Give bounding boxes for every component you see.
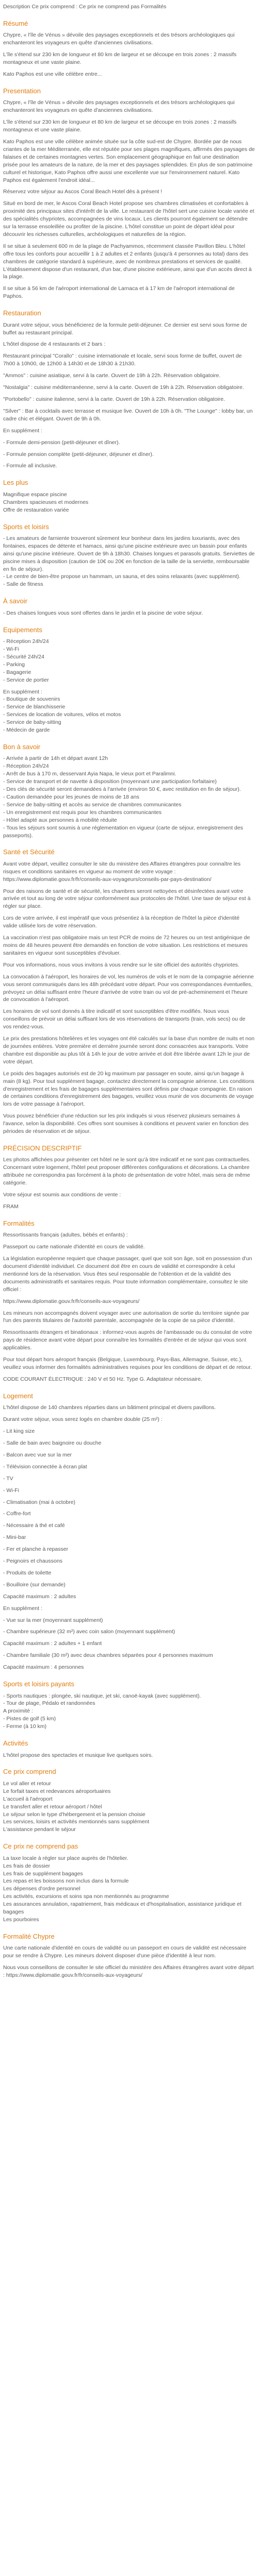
section-16 — [3, 1739, 255, 1759]
section-line: - Service de baby-sitting — [3, 719, 61, 726]
section-line: - Caution demandée pour les jeunes de moins de 18 ans — [3, 793, 139, 800]
section-paragraph: La vaccination n'est pas obligatoire mais un test PCR de moins de 72 heures ou un test antigénique de moins de 48 heures peuvent être demandés en fonction de votre situation. Les restrictions et mesures sanitaires en vigueur sont susceptibles d'évoluer. — [3, 935, 250, 956]
section-line: Les pourboires — [3, 1916, 39, 1923]
section-8 — [3, 742, 255, 839]
section-line: Les dépenses d'ordre personnel — [3, 1886, 80, 1892]
section-line: - Arrivée à partir de 14h et départ avant 12h — [3, 755, 108, 762]
section-line: Les activités, excursions et soins spa non mentionnés au programme — [3, 1893, 169, 1900]
section-heading: Sports et loisirs payants — [3, 1680, 75, 1688]
section-line: - Wi-Fi — [3, 646, 19, 653]
section-paragraph: - Chambre familiale (30 m²) avec deux chambres séparées pour 4 personnes maximum — [3, 1652, 213, 1659]
section-heading: À savoir — [3, 597, 27, 605]
section-3 — [3, 478, 255, 514]
section-paragraph: Capacité maximum : 4 personnes — [3, 1664, 84, 1671]
section-paragraph: Pour des raisons de santé et de sécurité, les chambres seront nettoyées et désinfectées avant votre arrivée et tout au long de votre séjour conformément aux protocoles de l'hôtel. Une taxe de séjour est à régler sur place. — [3, 888, 251, 910]
section-line: - Des chaises longues vous sont offertes dans le jardin et la piscine de votre séjour. — [3, 609, 203, 616]
section-heading: Résumé — [3, 19, 28, 27]
section-line: - Médecin de garde — [3, 727, 50, 734]
section-18 — [3, 1842, 255, 1924]
section-line: - Pistes de golf (5 km) — [3, 1716, 56, 1722]
section-line-list — [3, 491, 255, 514]
section-2 — [3, 309, 255, 470]
section-paragraph: L'hôtel dispose de 4 restaurants et 2 bars : — [3, 341, 106, 348]
section-line-list — [3, 535, 255, 588]
section-line: La taxe locale à régler sur place auprès de l'hôtelier. — [3, 1855, 128, 1861]
section-paragraph: Ressortissants français (adultes, bébés et enfants) : — [3, 1232, 128, 1239]
section-paragraph: Nous vous conseillons de consulter le site officiel du ministère des Affaires étrangères avant votre départ : https://www.diplomatie.gouv.fr/fr/conseils-aux-voyageurs/ — [3, 1964, 254, 1979]
section-paragraph: Il se situe à seulement 600 m de la plage de Pachyammos, récemment classée Pavillon Bleu. L'hôtel offre tous les conforts pour accueillir 1 à 2 adultes et 2 enfants (jusqu'à 4 personnes au total) dans des chambres de catégorie standard à supérieure, avec de nombreux prestations et services de qualité. L'établissement dispose d'un restaurant, d'un bar, d'une piscine extérieure, ainsi que d'un accès direct à la plage. — [3, 243, 252, 280]
section-line: Chambres spacieuses et modernes — [3, 499, 89, 505]
section-line: A proximité : — [3, 1708, 33, 1715]
section-paragraph: Le poids des bagages autorisés est de 20 kg maximum par passager en soute, ainsi qu'un bagage à main (8 kg). Pour tout supplément bagage, contactez directement la compagnie aérienne. Les conditions d'enregistrement et les frais de bagages supplémentaires sont définis par chaque compagnie. En raison de certaines conditions d'enregistrement des bagages, veuillez vous munir de vos documents de voyage lors de votre passage à l'aéroport. — [3, 1070, 254, 1108]
section-paragraph: Ressortissants étrangers et binationaux : informez-vous auprès de l'ambassade ou du consulat de votre pays de résidence avant votre départ pour connaître les formalités d'entrée et de séjour qui vous sont applicables. — [3, 1329, 252, 1351]
section-11 — [3, 1144, 255, 1211]
section-heading: Santé et Sécurité — [3, 848, 55, 856]
section-line: En supplément : — [3, 688, 42, 695]
section-line: - Service de portier — [3, 676, 49, 683]
section-heading: Activités — [3, 1739, 28, 1748]
section-paragraph: https://www.diplomatie.gouv.fr/fr/conseils-aux-voyageurs/ — [3, 1298, 140, 1304]
section-line: Les frais de dossier — [3, 1862, 51, 1869]
section-paragraph: Les horaires de vol sont donnés à titre indicatif et sont susceptibles d'être modifiés. Nous vous conseillons de prévoir un délai suffisant lors de vos réservations de transports (train, vols secs) ou de vos rendez-vous. — [3, 1008, 246, 1030]
section-paragraph: "Portobello" : cuisine italienne, servi à la carte. Ouvert de 19h à 22h. Réservation obligatoire. — [3, 396, 225, 402]
section-line-list — [3, 755, 255, 839]
section-line: Les repas et les boissons non inclus dans la formule — [3, 1878, 129, 1885]
section-paragraph: - Bouilloire (sur demande) — [3, 1581, 66, 1588]
section-line: Les frais de supplément bagages — [3, 1870, 83, 1877]
section-9 — [3, 848, 255, 969]
section-paragraph: En supplément : — [3, 427, 42, 434]
section-13 — [3, 1376, 255, 1383]
section-paragraph: La législation européenne requiert que chaque passager, quel que soit son âge, soit en possession d'un document d'identité individuel. Ce document doit être en cours de validité et correspondre à celui mentionné lors de la réservation. Vous êtes seul responsable de l'obtention et de la validité des documents administratifs et sanitaires requis. Pour toute information complémentaire, consultez le site officiel : — [3, 1256, 252, 1293]
section-12 — [3, 1219, 255, 1371]
section-paragraph: Passeport ou carte nationale d'identité en cours de validité. — [3, 1244, 145, 1250]
section-paragraph: - Wi-Fi — [3, 1487, 19, 1494]
section-heading: Restauration — [3, 309, 41, 317]
section-line: - Services de location de voitures, vélos et motos — [3, 711, 121, 718]
section-paragraph: Réservez votre séjour au Ascos Coral Beach Hotel dès à présent ! — [3, 189, 163, 195]
section-paragraph: - Vue sur la mer (moyennant supplément) — [3, 1617, 103, 1623]
section-paragraph: - Salle de bain avec baignoire ou douche — [3, 1439, 102, 1446]
section-paragraph: Kato Paphos est une ville célèbre entre... — [3, 71, 102, 77]
section-paragraph: Vous pouvez bénéficier d'une réduction sur les prix indiqués si vous réservez plusieurs semaines à l'avance, selon la disponibilité. Ces offres sont soumises à conditions et peuvent varier en fonction des périodes de réservation et de séjour. — [3, 1113, 249, 1135]
section-line: - Sécurité 24h/24 — [3, 653, 44, 660]
section-paragraph: - Climatisation (mai à octobre) — [3, 1499, 76, 1505]
section-paragraph: Situé en bord de mer, le Ascos Coral Beach Hotel propose ses chambres climatisées et confortables à proximité des principaux sites d'intérêt de la ville. Le restaurant de l'hôtel sert une cuisine locale variée et des spécialités chypriotes, accompagnées de vins locaux. Les clients pourront également se détendre sur la terrasse ensoleillée ou profiter de la piscine. L'hôtel constitue un point de départ idéal pour découvrir les richesses culturelles, archéologiques et naturelles de la région. — [3, 200, 254, 238]
section-paragraph: - Nécessaire à thé et café — [3, 1522, 65, 1529]
section-paragraph: - Formule all inclusive. — [3, 463, 57, 469]
section-line: Les assurances annulation, rapatriement, frais médicaux et d'hospitalisation, assistance juridique et bagages — [3, 1901, 241, 1916]
section-paragraph: Le prix des prestations hôtelières et les voyages ont été calculés sur la base d'un nombre de nuits et non de journées entières. Votre première et dernière journée seront donc consacrées aux transports. Votre chambre est disponible au plus tôt à 14h le jour de votre arrivée et doit être libérée avant 12h le jour de votre départ. — [3, 1036, 255, 1065]
section-paragraph: Les mineurs non accompagnés doivent voyager avec une autorisation de sortie du territoire signée par l'un des parents titulaires de l'autorité parentale, accompagnée de la copie de sa pièce d'identité. — [3, 1310, 249, 1324]
section-line-list — [3, 1780, 255, 1834]
section-paragraph: - Balcon avec vue sur la mer — [3, 1451, 72, 1458]
section-paragraph: "Ammos" : cuisine asiatique, servi à la carte. Ouvert de 19h à 22h. Réservation obligatoire. — [3, 372, 221, 379]
section-paragraph: Votre séjour est soumis aux conditions de vente : — [3, 1192, 121, 1198]
section-paragraph: - Chambre supérieure (32 m²) avec coin salon (moyennant supplément) — [3, 1629, 175, 1635]
section-paragraph: L'hôtel propose des spectacles et musique live quelques soirs. — [3, 1752, 153, 1758]
section-paragraph: - Mini-bar — [3, 1534, 26, 1541]
section-paragraph: - Fer et planche à repasser — [3, 1546, 69, 1553]
section-paragraph: Une carte nationale d'identité en cours de validité ou un passeport en cours de validité est nécessaire pour se rendre à Chypre. Les mineurs doivent disposer d'une pièce d'identité à leur nom. — [3, 1945, 247, 1959]
section-line: - Salle de fitness — [3, 581, 43, 588]
section-paragraph: - Produits de toilette — [3, 1569, 52, 1576]
section-paragraph: Restaurant principal "Corallo" : cuisine internationale et locale, servi sous forme de buffet, ouvert de 7h00 à 10h00, de 12h00 à 14h30 et de 18h30 à 21h30. — [3, 353, 242, 367]
section-line: Offre de restauration variée — [3, 506, 69, 513]
section-heading: Equipements — [3, 625, 42, 634]
section-paragraph: - Coffre-fort — [3, 1511, 31, 1517]
section-line-list — [3, 638, 255, 684]
section-paragraph: L'hôtel dispose de 140 chambres réparties dans un bâtiment principal et divers pavillons. — [3, 1404, 216, 1411]
section-paragraph: L'île s'étend sur 230 km de longueur et 80 km de largeur et se découpe en trois zones : 2 massifs montagneux et une vaste plaine. — [3, 52, 237, 66]
section-heading: PRÉCISION DESCRIPTIF — [3, 1144, 82, 1152]
section-paragraph: Les photos affichées pour présenter cet hôtel ne le sont qu'à titre indicatif et ne sont pas contractuelles. Concernant votre logement, l'hôtel peut proposer différentes configurations et décorations. La chambre attribuée ne correspondra pas forcément à la photo de présentation de votre hôtel, mais sera de même catégorie. — [3, 1157, 251, 1187]
section-paragraph: Lors de votre arrivée, il est impératif que vous présentiez à la réception de l'hôtel la pièce d'identité valide utilisée lors de votre réservation. — [3, 915, 240, 929]
section-line: - Arrêt de bus à 170 m, desservant Ayia Napa, le vieux port et Paralimni. — [3, 771, 176, 777]
section-19 — [3, 1932, 255, 1979]
section-heading: Formalités — [3, 1219, 35, 1227]
section-paragraph: FRAM — [3, 1203, 19, 1210]
section-paragraph: Kato Paphos est une ville célèbre animée située sur la côte sud-est de Chypre. Bordée par de nous criantes de la mer Méditerranée, elle est réputée pour ses plages magnifiques, affirmés des paysages de falaises et de certaines montagnes vertes. Son emplacement géographique en fait une destination prisée pour les amateurs de la nature, de la mer et des paysages splendides. En plus de son patrimoine culturel et historique, Kato Paphos offre aussi une excellente vue sur l'environnement naturel. Kato Paphos est également l'endroit idéal... — [3, 138, 255, 183]
section-line-list — [3, 609, 255, 617]
section-heading: Les plus — [3, 479, 28, 487]
section-paragraph: La convocation à l'aéroport, les horaires de vol, les numéros de vols et le nom de la compagnie aérienne vous seront communiqués dans les 48h précédant votre départ. Pour vos correspondances éventuelles, prévoyez un délai suffisant entre l'heure d'arrivée de votre train ou vol de pré-acheminement et l'heure de convocation à l'aéroport. — [3, 973, 254, 1003]
section-heading: Presentation — [3, 87, 41, 95]
section-line: - Des clés de sécurité seront demandées à l'arrivée (environ 50 €, avec restitution en fin de séjour). — [3, 786, 241, 793]
section-line: - Réception 24h/24 — [3, 763, 49, 770]
section-1 — [3, 87, 255, 300]
section-line-list — [3, 1692, 255, 1731]
section-paragraph: "Nostalgia" : cuisine méditerranéenne, servi à la carte. Ouvert de 19h à 22h. Réservation obligatoire. — [3, 384, 244, 391]
section-heading: Logement — [3, 1392, 33, 1400]
section-paragraph: - Télévision connectée à écran plat — [3, 1463, 87, 1470]
section-paragraph: Durant votre séjour, vous serez logés en chambre double (25 m²) : — [3, 1416, 163, 1423]
section-4 — [3, 522, 255, 589]
section-line: Magnifique espace piscine — [3, 491, 67, 498]
section-paragraph: Durant votre séjour, vous bénéficierez de la formule petit-déjeuner. Ce dernier est servi sous forme de buffet au restaurant principal. — [3, 321, 247, 336]
section-paragraph: - Lit king size — [3, 1428, 35, 1435]
section-line: - Hôtel adapté aux personnes à mobilité réduite — [3, 817, 117, 823]
intro-tabs-text: Description Ce prix comprend : Ce prix ne comprend pas Formalités — [3, 4, 167, 10]
section-17 — [3, 1767, 255, 1834]
section-line: - Bagagerie — [3, 669, 31, 675]
section-paragraph: CODE COURANT ÉLECTRIQUE : 240 V et 50 Hz. Type G. Adaptateur nécessaire. — [3, 1376, 202, 1382]
section-line: L'assistance pendant le séjour — [3, 1826, 76, 1833]
section-6 — [3, 625, 255, 684]
section-line: - Réception 24h/24 — [3, 638, 49, 645]
section-heading: Bon à savoir — [3, 742, 41, 751]
section-line: - Service de blanchisserie — [3, 704, 66, 710]
sections-container — [3, 19, 255, 1979]
section-line: Le transfert aller et retour aéroport / hôtel — [3, 1803, 102, 1810]
section-paragraph: Capacité maximum : 2 adultes + 1 enfant — [3, 1640, 102, 1647]
section-line: - Les amateurs de farniente trouveront sûrement leur bonheur dans les jardins luxuriants, avec des fontaines, espaces de détente et hamacs, ainsi qu'une piscine extérieure avec un bassin pour enfants ainsi qu'une piscine intérieure. Ouvert de 9h à 18h30. Chaises longues et parasols gratuits. Serviettes de piscine mises à disposition (caution de 10€ ou 20€ en fonction de la taille de la serviette, remboursable en fin de séjour). — [3, 535, 255, 572]
section-line: - Tour de plage, Pédalo et randonnées — [3, 1700, 95, 1707]
section-paragraph: - Peignoirs et chaussons — [3, 1558, 62, 1565]
section-line: - Un enregistrement est requis pour les chambres communicantes — [3, 809, 162, 816]
section-line-list — [3, 1855, 255, 1924]
section-paragraph: Avant votre départ, veuillez consulter le site du ministère des Affaires étrangères pour connaître les risques et conditions sanitaires en vigueur au moment de votre voyage : https://www.diplomatie.gouv.fr/fr/conseils-aux-voyageurs/conseils-par-pays-destination/ — [3, 860, 241, 883]
section-line: - Service de transport et de navette à disposition (moyennant une participation forfaitaire) — [3, 778, 217, 785]
section-15 — [3, 1680, 255, 1731]
section-paragraph: Capacité maximum : 2 adultes — [3, 1593, 76, 1600]
section-paragraph: En supplément : — [3, 1605, 42, 1612]
section-paragraph: L'île s'étend sur 230 km de longueur et 80 km de largeur et se découpe en trois zones : 2 massifs montagneux et une vaste plaine. — [3, 119, 237, 133]
section-paragraph: - TV — [3, 1475, 13, 1482]
section-paragraph: Pour vos informations, nous vous invitons à vous rendre sur le site officiel des autorités chypriotes. — [3, 961, 239, 968]
section-paragraph: Il se situe à 56 km de l'aéroport international de Larnaca et à 17 km de l'aéroport international de Paphos. — [3, 285, 235, 300]
section-heading: Sports et loisirs — [3, 522, 49, 531]
section-line: Les services, loisirs et activités mentionnés sans supplément — [3, 1819, 150, 1825]
section-paragraph: Chypre, « l'île de Vénus » dévoile des paysages exceptionnels et des trésors archéologiques qui enchanteront les voyageurs en quête d'anciennes civilisations. — [3, 99, 235, 114]
section-7 — [3, 688, 255, 734]
section-line-list — [3, 688, 255, 734]
section-10 — [3, 973, 255, 1136]
section-paragraph: Chypre, « l'île de Vénus » dévoile des paysages exceptionnels et des trésors archéologiques qui enchanteront les voyageurs en quête d'anciennes civilisations. — [3, 32, 235, 46]
section-heading: Formalité Chypre — [3, 1932, 55, 1940]
section-line: Le vol aller et retour — [3, 1780, 51, 1787]
section-paragraph: Pour tout départ hors aéroport français (Belgique, Luxembourg, Pays-Bas, Allemagne, Suisse, etc.), veuillez vous informer des formalités administratives requises pour les conditions de départ et de retour. — [3, 1357, 252, 1370]
section-paragraph: "Silver" : Bar à cocktails avec terrasse et musique live. Ouvert de 10h à 0h. "The Lounge" : lobby bar, un cadre chic et élégant. Ouvert de 9h à 0h. — [3, 408, 253, 422]
section-0 — [3, 19, 255, 78]
section-paragraph: - Formule demi-pension (petit-déjeuner et dîner). — [3, 439, 120, 446]
section-line: - Sports nautiques : plongée, ski nautique, jet ski, canoë-kayak (avec supplément). — [3, 1692, 201, 1699]
section-line: - Boutique de souvenirs — [3, 696, 60, 703]
section-line: - Le centre de bien-être propose un hammam, un sauna, et des soins relaxants (avec supplément). — [3, 573, 240, 580]
section-line: - Ferme (à 10 km) — [3, 1723, 47, 1730]
section-line: Le séjour selon le type d'hébergement et la pension choisie — [3, 1811, 146, 1818]
section-line: - Tous les séjours sont soumis à une réglementation en vigueur (carte de séjour, enregistrement des passeports). — [3, 824, 243, 839]
section-heading: Ce prix comprend — [3, 1768, 56, 1776]
section-heading: Ce prix ne comprend pas — [3, 1842, 78, 1851]
section-line: - Parking — [3, 661, 25, 668]
section-line: - Service de baby-sitting et accès au service de chambres communicantes — [3, 801, 182, 808]
section-line: L'accueil à l'aéroport — [3, 1795, 53, 1802]
section-14 — [3, 1392, 255, 1671]
section-5 — [3, 597, 255, 617]
section-line: Le forfait taxes et redevances aéroportuaires — [3, 1788, 111, 1794]
section-paragraph: - Formule pension complète (petit-déjeuner, déjeuner et dîner). — [3, 451, 154, 457]
